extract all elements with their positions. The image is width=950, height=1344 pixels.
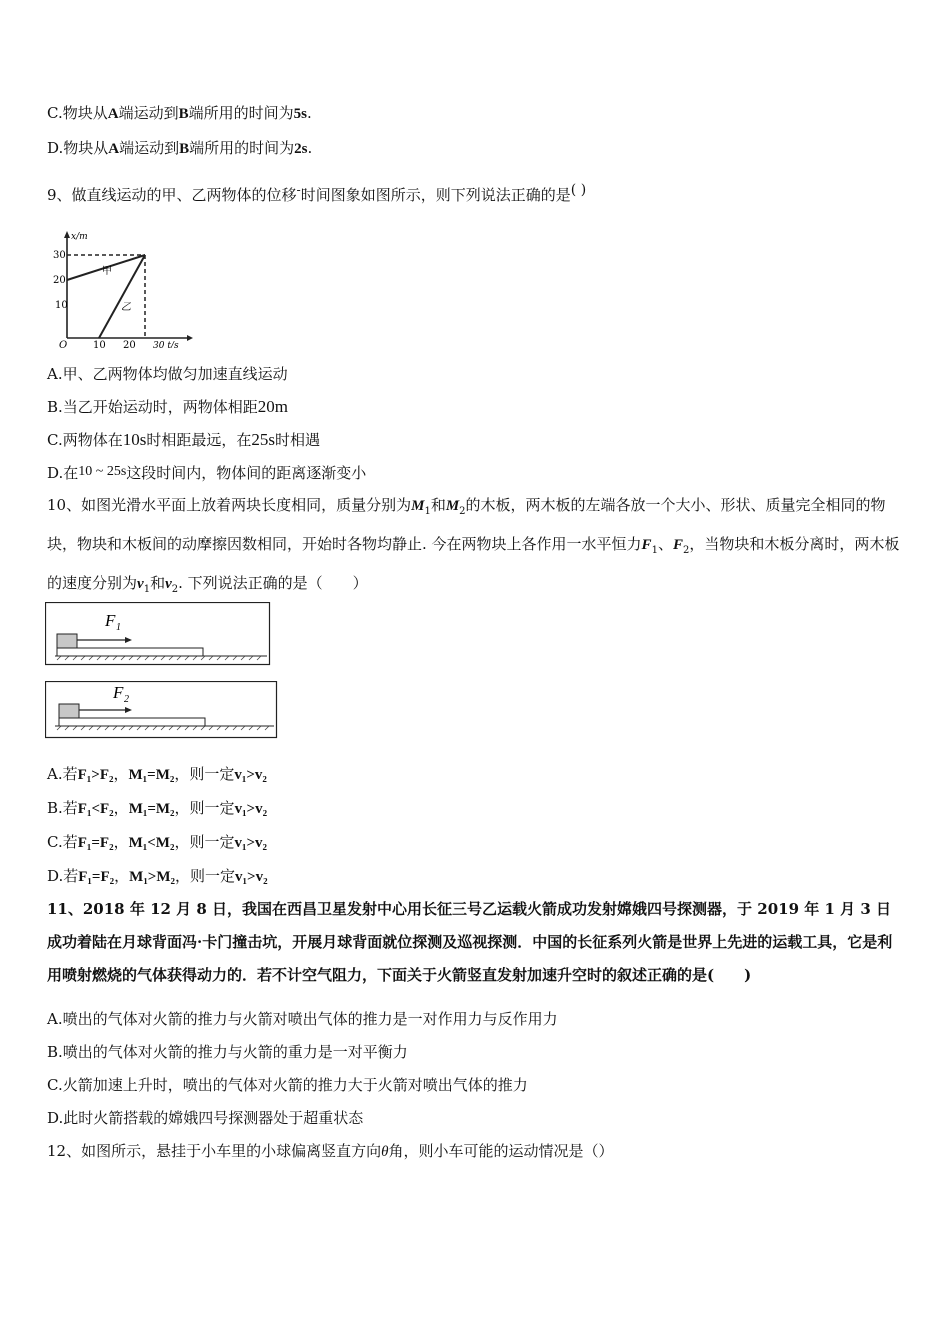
q10-stem: 10、如图光滑水平面上放着两块长度相同，质量分别为$M_1$和$M_2$的木板，两木板的左端各放一个大小、形状、质量完全相同的物块，物块和木板间的动摩擦因数相同，开始时各物均静止. 今在两物块上各作用一水平恒力$F_1$、$F_2$，当物块和木板分离时，两木板的速度分别为$v_1$和$v_2$. 下列说法正确的是（ ）: [47, 496, 900, 595]
q10-figure-2: [45, 681, 278, 739]
q8-option-c: C.物块从A端运动到B端所用的时间为5s.: [47, 104, 312, 122]
q10-option-b: B.若F₁<F₂，M₁=M₂，则一定v₁>v₂: [47, 799, 268, 817]
y-tick-20: 20: [53, 275, 66, 286]
q11-option-a: A.喷出的气体对火箭的推力与火箭对喷出气体的推力是一对作用力与反作用力: [47, 1010, 558, 1028]
q10-figure-1: [45, 602, 271, 666]
force-label-1: F: [105, 611, 116, 630]
origin-label: O: [59, 340, 68, 348]
x-tick-20: 20: [123, 340, 136, 348]
board-1: [57, 648, 203, 656]
x-axis-label: 30 t/s: [153, 341, 179, 348]
label-yi: 乙: [121, 302, 131, 313]
q11-stem: 11、2018 年 12 月 8 日，我国在西昌卫星发射中心用长征三号乙运载火箭成功发射嫦娥四号探测器，于 2019 年 1 月 3 日成功着陆在月球背面冯·卡门撞击坑，开展月球背面就位探测及巡视探测．中国的长征系列火箭是世界上先进的运载工具，它是利用喷射燃烧的气体获得动力的．若不计空气阻力，下面关于火箭竖直发射加速升空时的叙述正确的是( ): [47, 900, 893, 984]
block-1: [57, 634, 77, 648]
x-axis-arrow: [187, 335, 193, 341]
label-jia: 甲: [102, 266, 112, 277]
force-label-2-sub: 2: [124, 694, 129, 705]
q11-option-c: C.火箭加速上升时，喷出的气体对火箭的推力大于火箭对喷出气体的推力: [47, 1076, 528, 1094]
q10-option-a: A.若F₁>F₂，M₁=M₂，则一定v₁>v₂: [47, 765, 267, 783]
x-tick-10: 10: [93, 340, 106, 348]
q9-option-c: C.两物体在10s时相距最远，在25s时相遇: [47, 430, 320, 449]
force-label-2: F: [113, 683, 124, 702]
q8-option-d: D.物块从A端运动到B端所用的时间为2s.: [47, 139, 313, 157]
force-label-1-sub: 1: [116, 622, 121, 633]
q10-option-d: D.若F₁=F₂，M₁>M₂，则一定v₁>v₂: [47, 867, 268, 885]
q9-option-a: A.甲、乙两物体均做匀加速直线运动: [47, 365, 288, 383]
q11-option-d: D.此时火箭搭载的嫦娥四号探测器处于超重状态: [47, 1109, 364, 1127]
q9-stem: 9、做直线运动的甲、乙两物体的位移-时间图象如图所示，则下列说法正确的是( ): [47, 182, 587, 204]
q10-option-c: C.若F₁=F₂，M₁<M₂，则一定v₁>v₂: [47, 833, 268, 851]
board-2: [59, 718, 205, 726]
y-axis-label: x/m: [71, 232, 88, 242]
y-axis-arrow: [64, 231, 70, 238]
block-2: [59, 704, 79, 718]
q9-xt-graph: [47, 228, 197, 348]
q9-option-d: D.在10 ~ 25s这段时间内，物体间的距离逐渐变小: [47, 464, 367, 482]
y-tick-30: 30: [53, 250, 66, 261]
q12-stem: 12、如图所示，悬挂于小车里的小球偏离竖直方向θ角，则小车可能的运动情况是（）: [47, 1142, 614, 1160]
q9-option-b: B.当乙开始运动时，两物体相距20m: [47, 397, 289, 416]
q11-option-b: B.喷出的气体对火箭的推力与火箭的重力是一对平衡力: [47, 1043, 408, 1061]
y-tick-10: 10: [55, 300, 68, 311]
